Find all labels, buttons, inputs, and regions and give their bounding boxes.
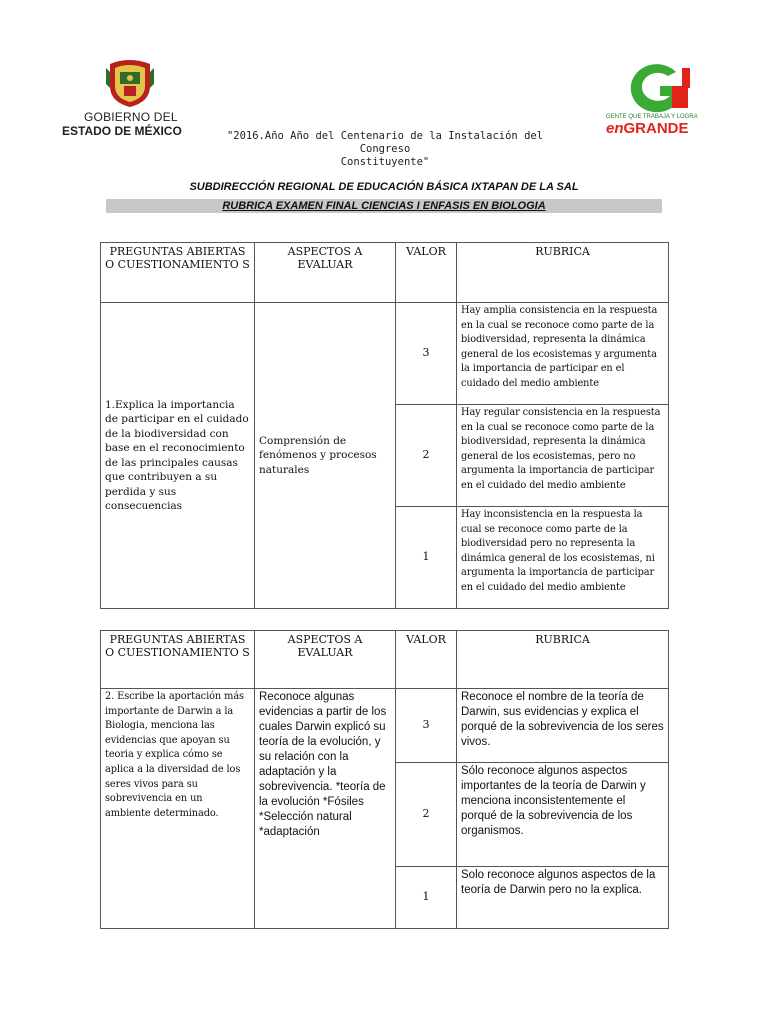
year-motto: [200, 130, 570, 169]
subdireccion-heading: SUBDIRECCIÓN REGIONAL DE EDUCACIÓN BÁSICA IXTAPAN DE LA SAL: [189, 181, 579, 193]
engrande-logo: [598, 58, 723, 138]
rubric-table-2: [100, 630, 669, 929]
engrande-grande: GRANDE: [623, 120, 689, 137]
g-letter-icon: [620, 58, 694, 114]
table-row: [101, 689, 669, 763]
rubrica-cell: Hay amplia consistencia en la respuesta en la cual se reconoce como parte de la biodiversidad, representa la dinámica general de los ecosistemas y argumenta la importancia de participar en el cuidado del medio ambiente: [457, 303, 669, 405]
gobierno-line-2: ESTADO DE MÉXICO: [62, 124, 182, 138]
rubrica-cell: Hay regular consistencia en la respuesta en la cual se reconoce como parte de la biodiversidad, representa la dinámica general de los ecosistemas, pero no argumenta la importancia de participar en el cuidado del medio ambiente: [457, 405, 669, 507]
engrande-en: en: [606, 120, 624, 137]
rubric-title: RUBRICA EXAMEN FINAL CIENCIAS I ENFASIS EN BIOLOGIA: [222, 200, 546, 212]
table-header-row: [101, 243, 669, 303]
col-aspectos-header: ASPECTOS A EVALUAR: [255, 631, 396, 689]
gobierno-line-1: GOBIERNO DEL: [84, 110, 178, 124]
question-cell: 2. Escribe la aportación más importante de Darwin a la Biologia, menciona las evidencias que apoyan su teoria y explica cómo se aplica a la diversidad de los seres vivos para su sobrevivencia en un ambiente determinado.: [101, 689, 255, 929]
col-rubrica-header: RUBRICA: [457, 631, 669, 689]
rubrica-cell: Solo reconoce algunos aspectos de la teoría de Darwin pero no la explica.: [457, 867, 669, 929]
col-preguntas-header: PREGUNTAS ABIERTAS O CUESTIONAMIENTO S: [101, 631, 255, 689]
col-valor-header: VALOR: [396, 631, 457, 689]
col-preguntas-header: PREGUNTAS ABIERTAS O CUESTIONAMIENTO S: [101, 243, 255, 303]
valor-cell: 1: [396, 867, 457, 929]
col-aspectos-header: ASPECTOS A EVALUAR: [255, 243, 396, 303]
col-valor-header: VALOR: [396, 243, 457, 303]
valor-cell: 1: [396, 507, 457, 609]
coat-of-arms-icon: [102, 58, 158, 108]
rubrica-cell: Hay inconsistencia en la respuesta la cual se reconoce como parte de la biodiversidad pero no representa la dinámica general de los ecosistemas, ni argumenta la importancia de participar en el cuidado del medio ambiente: [457, 507, 669, 609]
engrande-slogan: GENTE QUE TRABAJA Y LOGRA: [606, 114, 698, 120]
rubrica-cell: Sólo reconoce algunos aspectos importantes de la teoría de Darwin y menciona inconsistentemente el porqué de la sobrevivencia de los organismos.: [457, 763, 669, 867]
table-row: [101, 303, 669, 405]
aspect-cell: Comprensión de fenómenos y procesos naturales: [255, 303, 396, 609]
rubric-table-1: [100, 242, 669, 609]
valor-cell: 2: [396, 763, 457, 867]
year-motto-line-2: Constituyente": [340, 156, 430, 168]
gobierno-logo: [62, 58, 197, 138]
valor-cell: 3: [396, 689, 457, 763]
col-rubrica-header: RUBRICA: [457, 243, 669, 303]
table-header-row: [101, 631, 669, 689]
valor-cell: 3: [396, 303, 457, 405]
question-cell: 1.Explica la importancia de participar en el cuidado de la biodiversidad con base en el reconocimiento de las principales causas que contribuyen a su perdida y sus consecuencias: [101, 303, 255, 609]
engrande-wordmark: [606, 120, 689, 137]
year-motto-line-1: "2016.Año Año del Centenario de la Instalación del Congreso: [226, 130, 544, 155]
valor-cell: 2: [396, 405, 457, 507]
rubrica-cell: Reconoce el nombre de la teoría de Darwin, sus evidencias y explica el porqué de la sobrevivencia de los seres vivos.: [457, 689, 669, 763]
aspect-cell: Reconoce algunas evidencias a partir de los cuales Darwin explicó su teoría de la evolución, y su relación con la adaptación y la sobrevivencia. *teoría de la evolución *Fósiles *Selección natural *adaptación: [255, 689, 396, 929]
